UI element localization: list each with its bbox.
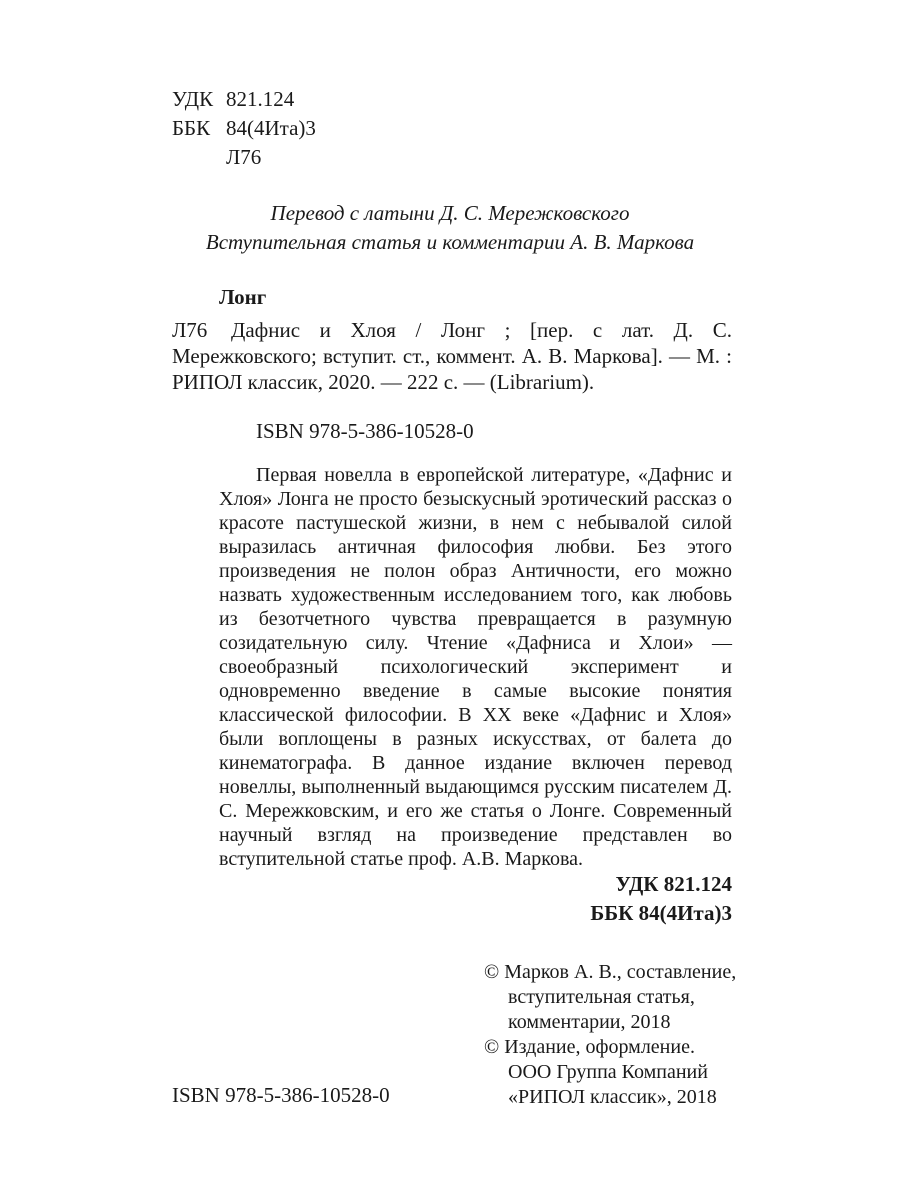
copyright-line: ООО Группа Компаний (508, 1061, 708, 1083)
cutter-mark: Л76 (226, 145, 262, 169)
bib-cutter-mark: Л76 (172, 318, 208, 342)
bbk-index: ББК 84(4Ита)3 (590, 901, 732, 925)
copyright-line: © Издание, оформление. (484, 1036, 695, 1058)
copyright-line: © Марков А. В., составление, (484, 961, 737, 983)
author-heading: Лонг (219, 285, 267, 309)
bbk-label: ББК (172, 116, 211, 140)
intro-credit: Вступительная статья и комментарии А. В. Маркова (205, 230, 695, 254)
copyright-block (484, 960, 736, 1110)
udk-index: УДК 821.124 (615, 872, 732, 896)
isbn: ISBN 978-5-386-10528-0 (256, 419, 474, 443)
udk-label: УДК (172, 87, 214, 111)
bbk-value: 84(4Ита)3 (226, 116, 316, 140)
copyright-line: «РИПОЛ классик», 2018 (508, 1086, 717, 1108)
annotation-paragraph: Первая новелла в европейской литературе, «Дафнис и Хлоя» Лонга не просто безыскусный эротический рассказ о красоте пастушеской жизни, в нем с небывалой силой выразилась античная философия любви. Без этого произведения не полон образ Античности, его можно назвать художественным исследованием того, как любовь из безотчетного чувства превращается в разумную созидательную силу. Чтение «Дафниса и Хлои» — своеобразный психологический эксперимент и одновременно введение в самые высокие понятия классической философии. В XX веке «Дафнис и Хлоя» были воплощены в разных искусствах, от балета до кинематографа. В данное издание включен перевод новеллы, выполненный выдающимся русским писателем Д. С. Мережковским, и его же статья о Лонге. Современный научный взгляд на произведение представлен во вступительной статье проф. А.В. Маркова. (219, 464, 732, 870)
copyright-line: комментарии, 2018 (508, 1011, 671, 1033)
isbn-footer: ISBN 978-5-386-10528-0 (172, 1083, 390, 1107)
translation-credit: Перевод с латыни Д. С. Мережковского (270, 201, 630, 225)
udk-value: 821.124 (226, 87, 295, 111)
bibliographic-record: Дафнис и Хлоя / Лонг ; [пер. с лат. Д. С. Мережковского; вступит. ст., коммент. А. В. Маркова]. — М. : РИПОЛ классик, 2020. — 222 с. — (Librarium). (172, 318, 732, 394)
copyright-line: вступительная статья, (508, 986, 695, 1008)
